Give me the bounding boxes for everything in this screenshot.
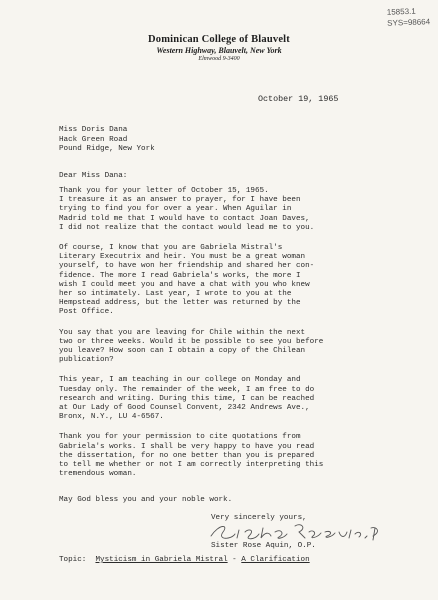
valediction: Very sincerely yours, [211,514,307,522]
paragraph [59,329,389,366]
paragraph [59,244,389,318]
recipient-block [59,126,155,155]
archive-note [387,5,431,28]
recipient-street: Hack Green Road [59,135,128,144]
paragraph-line: tremendous woman. [59,470,137,479]
paragraph-line: wish I could meet you and have a chat with you who knew [59,280,310,289]
paragraph-line: Bronx, N.Y., LU 4-6567. [59,413,164,422]
paragraph [59,433,389,479]
archive-sys-number: SYS=98664 [387,17,431,28]
handwritten-signature [205,520,385,544]
topic-label: Topic: [59,556,87,564]
paragraph-line: Literary Executrix and heir. You must be a great woman [59,253,306,262]
paragraph-line: You say that you are leaving for Chile within the next [59,328,306,337]
paragraph-line: you leave? How soon can I obtain a copy of the Chilean [59,347,306,356]
paragraph-line: yourself, to have won her friendship and shared her con- [59,262,315,271]
typed-signature-name: Sister Rose Aquin, O.P. [211,542,316,550]
paragraph-line: Post Office. [59,308,114,317]
paragraph-line: publication? [59,356,114,365]
closing-line: May God bless you and your noble work. [59,496,233,504]
paragraph-line: research and writing. During this time, I can be reached [59,394,315,403]
recipient-name: Miss Doris Dana [59,126,128,134]
letterhead [0,34,438,62]
topic-line [59,556,310,564]
paragraph-line: This year, I am teaching in our college on Monday and [59,376,301,385]
topic-separator: - [227,556,242,564]
paragraph-line: trying to find you for over a year. When Aguilar in [59,205,292,214]
topic-title: Mysticism in Gabriela Mistral [95,556,228,564]
paragraph-line: I treasure it as an answer to prayer, for I have been [59,196,301,205]
paragraph [59,187,389,233]
paragraph-line: Gabriela's works. I shall be very happy to have you read [59,442,315,451]
recipient-city: Pound Ridge, New York [59,145,155,154]
paragraph-line: Hempstead address, but the letter was returned by the [59,299,301,308]
salutation: Dear Miss Dana: [59,172,128,180]
paragraph-line: two or three weeks. Would it be possible to see you before [59,337,324,346]
topic-subtitle: A Clarification [241,556,310,564]
paragraph-line: Tuesday only. The remainder of the week, I am free to do [59,385,315,394]
paragraph-line: at Our Lady of Good Counsel Convent, 2342 Andrews Ave., [59,404,310,413]
paragraph-line: Of course, I know that you are Gabriela Mistral's [59,244,283,253]
letter-body [59,187,389,490]
letterhead-address: Western Highway, Blauvelt, New York [156,46,282,55]
paragraph-line: Thank you for your permission to cite quotations from [59,433,301,442]
paragraph-line: her so intimately. Last year, I wrote to you at the [59,290,292,299]
letterhead-name: Dominican College of Blauvelt [148,34,290,45]
archive-number: 15853.1 [386,6,416,17]
letterhead-phone: Elmwood 9-3400 [198,56,240,62]
letter-date: October 19, 1965 [258,94,339,104]
paragraph [59,376,389,422]
paragraph-line: fidence. The more I read Gabriela's works, the more I [59,271,301,280]
paragraph-line: I did not realize that the contact would lead me to you. [59,223,315,232]
paragraph-line: the dissertation, for no one better than you is prepared [59,451,315,460]
paragraph-line: Thank you for your letter of October 15, 1965. [59,187,269,195]
paragraph-line: Madrid told me that I would have to contact Joan Daves, [59,214,310,223]
paragraph-line: to tell me whether or not I am correctly interpreting this [59,461,324,470]
